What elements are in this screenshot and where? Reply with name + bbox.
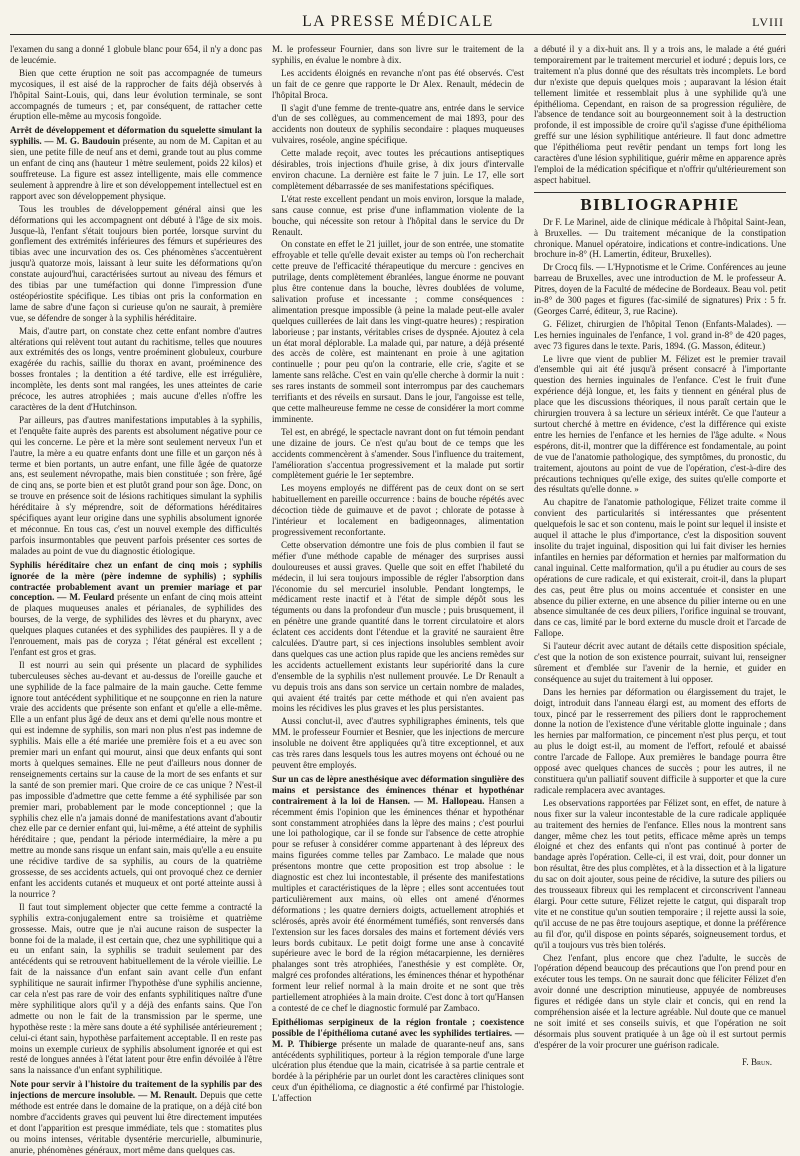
paragraph: Mais, d'autre part, on constate chez cette enfant nombre d'autres altérations qui relèvent tout autant du rachitisme, telles que nouures aux extrémités des os longs, ventre proéminent globuleux, courbure exagérée du rachis, saillie du thorax en avant, proéminence des bosses frontales ; la dentition a été tardive, elle est irrégulière, incomplète, les dents sont mal rangées, les unes atteintes de carie précoce, les autres atrophiées ; mais aucune d'elles n'offre les caractères de la dent d'Hutchinson. (10, 325, 262, 412)
section-body: présente, au nom de M. Capitan et au sien, une petite fille de neuf ans et demi, grande tout au plus comme un enfant de cinq ans (hauteur 1 mètre seulement, poids 22 kilos) et souffreteuse. La figure est assez intelligente, mais elle commence seulement à apprendre à lire et son développement intellectuel est en rapport avec son développement physique. (10, 136, 262, 201)
column-2 (272, 44, 524, 1139)
review-paragraph: Chez l'enfant, plus encore que chez l'adulte, le succès de l'opération dépend beaucoup des précautions que l'on prend pour en exécuter tous les temps. On ne saurait donc que féliciter Félizet d'en avoir donné une description minutieuse, appuyée de nombreuses figures et rédigée dans un style clair et concis, qui en rend la compréhension aisée et la lecture agréable. Nul doute que ce manuel ne soit imité et ses conseils suivis, et que l'opération ne soit désormais plus souvent pratiquée à un âge où il est surtout permis d'espérer de la voir procurer une guérison radicale. (534, 952, 786, 1050)
text-columns (10, 44, 786, 1155)
section-heading: Epithéliomas serpigineux de la région frontale ; coexistence possible de l'épithélioma cutané avec les syphilides tertiaires. — M. P. Thibierge (272, 1016, 524, 1049)
review-paragraph: Au chapitre de l'anatomie pathologique, Félizet traite comme il convient des particularités si intéressantes que présentent quelquefois le sac et son contenu, mais le point sur lequel il insiste et auquel il attache le plus d'importance, c'est la disposition souvent insolite du trajet inguinal, disposition qui lui fait diviser les hernies infantiles en hernies par déformation et hernies par malformation du canal inguinal. Cette malformation, qu'il a pu étudier au cours de ses opérations de cure radicale, et qui existerait, croit-il, dans la plupart des cas, peut être plus ou moins accentuée et consister en une absence du pilier externe, en une absence du pilier interne ou en une absence simultanée de ces deux piliers, l'orifice inguinal se trouvant, dans ce cas, limité par le bord externe du muscle droit et l'arcade de Fallope. (534, 497, 786, 639)
paragraph: Cette observation démontre une fois de plus combien il faut se méfier d'une méthode capable de ménager des surprises aussi douloureuses et aussi graves. Quelle que soit en effet l'habileté du médecin, il lui sera toujours impossible de régler l'absorption dans l'économie du sel mercuriel insoluble. Pendant longtemps, le médicament reste inactif et à l'état de simple dépôt sous les téguments ou dans la profondeur d'un muscle ; puis brusquement, il en pénètre une grande quantité dans le torrent circulatoire et alors éclatent ces accidents dont l'étendue et la gravité ne sauraient être calculées. D'autre part, si ces injections insolubles semblent avoir dans quelques cas une action plus rapide que les anciens remèdes sur les accidents actuellement existants leur supériorité dans la cure d'ensemble de la syphilis n'est nullement prouvée. Le Dr Renault a vu depuis trois ans dans son service un certain nombre de malades, qui avaient été traités par cette méthode et qui n'en avaient pas moins les récidives les plus graves et les plus persistantes. (272, 539, 524, 714)
paragraph: On constate en effet le 21 juillet, jour de son entrée, une stomatite effroyable et telle qu'elle devait exister au temps où l'on recherchait cette preuve de l'efficacité thérapeutique du mercure : gencives en putrilage, dents complètement ébranlées, langue énorme ne pouvant plus être contenue dans la bouche, lèvres doublées de volume, salivation profuse et incessante ; comme conséquences : alimentation presque impossible (à peine la malade peut-elle avaler quelques cuillerées de lait dans les vingt-quatre heures) ; respiration laborieuse ; par instants, véritables crises de dyspnée. Ajoutez à cela un état moral déplorable. La malade qui, par nature, a déjà présenté des accès de colère, est maintenant en proie à une agitation continuelle ; pour peu qu'on la contrarie, elle crie, s'agite et se lamente sans relâche. C'est en vain qu'elle cherche à dormir la nuit : ses rares instants de sommeil sont interrompus par des cauchemars terrifiants et des réveils en sursaut. Dans le jour, l'angoisse est telle, que cette malheureuse femme ne cesse de considérer la mort comme imminente. (272, 239, 524, 424)
paragraph: Les accidents éloignés en revanche n'ont pas été observés. C'est un fait de ce genre que rapporte le Dr Alex. Renault, médecin de l'hôpital Broca. (272, 67, 524, 100)
section-body: présente un enfant de cinq mois atteint de plaques muqueuses anales et périanales, de syphilides des bourses, de la verge, de syphilides des lèvres et du pharynx, avec quelques plaques cutanées et des syphilides des paupières. Il y a de l'enrouement, mais pas de coryza ; l'état général est excellent ; l'enfant est gros et gras. (10, 592, 263, 657)
paragraph: Aussi conclut-il, avec d'autres syphiligraphes éminents, tels que MM. le professeur Fournier et Besnier, que les injections de mercure insoluble ne doivent être appliquées qu'à titre exceptionnel, et aux cas très rares dans lesquels tous les autres moyens ont échoué ou ne peuvent être employés. (272, 716, 524, 770)
paragraph: Par ailleurs, pas d'autres manifestations imputables à la syphilis, et l'enquête faite auprès des parents est absolument négative pour ce qui les concerne. Le père et la mère sont seulement nerveux l'un et l'autre, la mère a eu quatre enfants dont une fille et un garçon nés à terme et bien portants, un autre enfant, une fille âgée de quatorze ans, est seulement névropathe, mais bien constituée ; son frère, âgé de cinq ans, se porte bien et est plutôt grand pour son âge. Donc, on se trouve en présence soit de lésions rachitiques simulant la syphilis héréditaire à s'y méprendre, soit de déformations héréditaires spécifiques ayant leur origine dans une syphilis absolument ignorée et méconnue. En tous cas, c'est un nouvel exemple des difficultés parfois insurmontables que peuvent parfois présenter ces sortes de malades au point de vue du diagnostic étiologique. (10, 414, 262, 556)
paragraph: l'examen du sang a donné 1 globule blanc pour 654, il n'y a donc pas de leucémie. (10, 44, 262, 65)
section-body: présente un malade de quarante-neuf ans, sans antécédents syphilitiques, porteur à la région temporale d'une large ulcération plus étendue que la main, cicatrisée à sa partie centrale et bordée à la périphérie par un ourlet dont les caractères cliniques sont ceux d'un épithélioma, ce diagnostic a été confirmé par l'histologie. L'affection (272, 1038, 524, 1104)
page-number: LVIII (752, 15, 784, 29)
running-header (10, 12, 786, 35)
paragraph: Il est nourri au sein qui présente un placard de syphilides tuberculeuses sèches au-devant et au-dessus de l'oreille gauche et une syphilide de la face palmaire de la main gauche. Cette femme ignore tout antécédent syphilitique et ne soupçonne en rien la nature vraie des accidents que présente son enfant et qu'elle a elle-même. Elle a un enfant plus âgé de deux ans et demi qu'elle nous montre et qui est indemne de syphilis, son mari non plus n'est pas indemne de syphilis. Mais elle a été mariée une première fois et a eu avec son premier mari un enfant qui mourut, ainsi que deux enfants qui sont morts à quelques semaines. Elle ne peut d'ailleurs nous donner de renseignements certains sur la cause de la mort de ses enfants et sur la santé de son premier mari. Que croire de ce cas unique ? N'est-il pas impossible d'admettre que cette femme a été syphilisée par son premier mari, probablement par le mode conceptionnel ; que la syphilis chez elle n'a jamais donné de manifestations avant d'aboutir chez elle par ce dernier enfant qui, lui-même, a été atteint de syphilis héréditaire ; que, pendant la période intermédiaire, la mère a pu mettre au monde sans risque un enfant sain, mais qu'elle a eu ensuite une récidive tardive de sa syphilis, au cours de la quatrième grossesse, de ses accidents actuels, qui ont provoqué chez ce dernier enfant les accidents cutanés et muqueux et ont porté atteinte aussi à la nourrice ? (10, 659, 262, 899)
section-heading: Syphilis héréditaire chez un enfant de cinq mois ; syphilis ignorée de la mère (père indemne de syphilis) ; syphilis contractée probablement avant un premier mariage et par conception. — M. Feulard (10, 559, 262, 603)
section-heading: Note pour servir à l'histoire du traitement de la syphilis par des injections de mercure insoluble. — M. Renault. (10, 1079, 262, 1101)
bibliography-entry: G. Félizet, chirurgien de l'hôpital Tenon (Enfants-Malades). — Les hernies inguinales de l'enfance, 1 vol. grand in-8° de 420 pages, avec 73 figures dans le texte. Paris, 1894. (G. Masson, éditeur.) (534, 318, 786, 351)
paragraph: Les moyens employés ne différent pas de ceux dont on se sert habituellement en pareille occurrence : bains de bouche répétés avec décoction tiède de guimauve et de pavot ; chlorate de potasse à l'intérieur et localement en badigeonnages, alimentation progressivement reconfortante. (272, 483, 524, 537)
section-syphilis-hereditaire (10, 560, 262, 658)
paragraph: Cette malade reçoit, avec toutes les précautions antiseptiques désirables, trois injections d'huile grise, à dix jours d'intervalle environ chacune. La dernière est faite le 7 juin. Le 17, elle sort complètement débarrassée de ses manifestations spécifiques. (272, 148, 524, 191)
section-arret-developpement (10, 125, 262, 201)
section-heading: Sur un cas de lèpre anesthésique avec déformation singulière des mains et persistance des éminences thénar et hypothénar contrairement à la loi de Hansen. — M. Hallopeau. (272, 773, 524, 806)
column-1 (10, 44, 263, 1155)
review-paragraph: Les observations rapportées par Félizet sont, en effet, de nature à nous fixer sur la valeur incontestable de la cure radicale appliquée au traitement des hernies de l'enfance. Elles nous la montrent sans danger, même chez les tout petits, efficace même après un temps éloigné et chez des enfants qui n'ont pas continué à porter de bandage après l'opération. Celle-ci, il est vrai, doit, pour donner un bon résultat, être des plus complètes, et à la dissection et à la ligature du sac on doit ajouter, sous peine de récidive, la suture des piliers ou des trousseaux fibreux qui les remplacent et circonscrivent l'anneau élargi. Pour cette suture, Félizet rejette le catgut, qui disparaît trop vite et ne constitue qu'un soutien temporaire ; il rejette aussi la soie, qu'il accuse de ne pas être toujours aseptique, et donne la préférence au fil d'or, qu'il dispose en points séparés, soigneusement tordus, et qu'il a toujours vus très bien tolérés. (534, 797, 786, 950)
section-lepre-anesthesique (272, 774, 524, 1014)
section-body: Hansen a récemment émis l'opinion que les éminences thénar et hypothénar sont constamment atrophiées dans la lèpre des mains ; c'est pourlui une loi pathologique, car il se fonde sur l'absence de cette atrophie pour se refuser à considérer comme appartenant à des lépreux des mains figurées comme telles par Zambaco. Le malade que nous présentons montre que cette proposition est trop absolue : le diagnostic est chez lui incontestable, il présente des manifestations multiples et caractéristiques de la lèpre ; elles sont accentuées tout particulièrement aux mains, où elles ont amené d'énormes déformations ; les quatre derniers doigts, actuellement atrophiés et sclérosés, après avoir été énormément tuméfiés, sont renversés dans l'extension sur les faces dorsales des mains et fortement déviés vers leurs bords cubitaux. Le petit doigt forme une anse à concavité supérieure avec le bord de la région métacarpienne, les dernières phalanges sont très atrophiées, l'anesthésie y est complète. Or, malgré ces profondes altérations, les éminences thénar et hypothénar forment leur relief normal à la main droite et ne sont que très partiellement atrophiées à la main droite. C'est donc à tort qu'Hansen a contesté de ce chef le diagnostic formulé par Zambaco. (272, 795, 525, 1013)
review-paragraph: Dans les hernies par déformation ou élargissement du trajet, le doigt, introduit dans l'anneau élargi est, au moment des efforts de toux, pincé par le resserrement des piliers dont le rapprochement donne la notion de l'existence d'une véritable glotte inguinale ; dans les hernies par malformation, ce pincement n'est plus perçu, et tout au plus le doigt est-il, au moment de l'effort, refoulé et abaissé contre l'arcade de Fallope. Aux premières le bandage pourra être opposé avec quelques chances de succès ; pour les autres, il ne constituera qu'un palliatif souvent difficile à supporter et que la cure radicale remplacera avec avantages. (534, 686, 786, 795)
paragraph: L'état reste excellent pendant un mois environ, lorsque la malade, sans cause connue, est prise d'une inflammation violente de la bouche, qui nécessite son retour à l'hôpital dans le service du Dr Renault. (272, 193, 524, 237)
paragraph: M. le professeur Fournier, dans son livre sur le traitement de la syphilis, en évalue le nombre à dix. (272, 44, 524, 65)
bibliographie-heading: BIBLIOGRAPHIE (580, 194, 740, 214)
paragraph: a débuté il y a dix-huit ans. Il y a trois ans, le malade a été guéri temporairement par le traitement mercuriel et ioduré ; depuis lors, ce traitement n'a plus donné que des résultats très incomplets. Le bord dur n'existe que depuis quelques mois ; auparavant la lésion était tellement limitée et ressemblait plus à une syphilide qu'à une épithélioma. Cependant, en raison de sa progression régulière, de l'absence de tendance soit au bourgeonnement soit à la destruction profonde, il est impossible de croire qu'il s'agisse d'une épithélioma greffé sur une lésion syphilitique antérieure. Il faut donc admettre que l'épithélioma peut revêtir pendant un temps fort long les caractères d'une lésion syphilitique, guérir même en apparence après l'emploi de la médication spécifique et n'offrir qu'ultérieurement son aspect habituel. (534, 44, 786, 185)
bibliography-entry: Dr Crocq fils. — L'Hypnotisme et le Crime. Conférences au jeune barreau de Bruxelles, avec une introduction de M. le professeur A. Pitres, doyen de la Faculté de médecine de Bordeaux. Beau vol. petit in-8° de 300 pages et figures (fac-similé de signatures) Prix : 5 fr. (Georges Carré, éditeur, 3, rue Racine). (534, 262, 786, 316)
section-heading: Arrêt de développement et déformation du squelette simulant la syphilis. — M. G. Baudouin (10, 125, 262, 147)
paragraph: Tel est, en abrégé, le spectacle navrant dont on fut témoin pendant une dizaine de jours. Ce n'est qu'au bout de ce temps que les accidents commencèrent à s'amender. Sous l'influence du traitement, l'amélioration s'accentua progressivement et la malade put sortir complètement guérie le 1er septembre. (272, 426, 524, 481)
review-paragraph: Le livre que vient de publier M. Félizet est le premier travail d'ensemble qui ait été jusqu'à présent consacré à l'importante question des hernies inguinales de l'enfance. C'est le fruit d'une expérience déjà longue, et, les faits y tiennent en général plus de place que les discussions théoriques, il nous paraît certain que le chirurgien trouvera à sa lecture un sérieux intérêt. Ce que l'auteur a surtout cherché à mettre en évidence, c'est la différence qui existe entre les hernies de l'enfance et les hernies de l'âge adulte. « Nous espérons, dit-il, montrer que la différence est fondamentale, au point de vue de l'anatomie pathologique, des symptômes, du pronostic, du traitement, ajoutons au point de vue de l'opération, c'est-à-dire des précautions techniques qu'elle exige, des suites qu'elle comporte et des résultats qu'elle donne. » (534, 353, 786, 495)
paragraph: Bien que cette éruption ne soit pas accompagnée de tumeurs mycosiques, il est aisé de la rapprocher de faits déjà observés à l'hôpital Saint-Louis, qui, dans leur évolution terminale, se sont accompagnés de tumeurs ; et, par conséquent, de rattacher cette éruption elle-même au mycosis fongoïde. (10, 67, 262, 122)
bibliography-entry: Dr F. Le Marinel, aide de clinique médicale à l'hôpital Saint-Jean, à Bruxelles. — Du traitement mécanique de la constipation chronique. Manuel opératoire, indications et contre-indications. Une brochure in-8° (H. Lamertin, éditeur, Bruxelles). (534, 216, 786, 260)
paragraph: Il s'agit d'une femme de trente-quatre ans, entrée dans le service d'un de ses collègues, au commencement de mai 1893, pour des accidents non douteux de syphilis secondaire : plaques muqueuses vulvaires, roséole, angine spécifique. (272, 102, 524, 146)
review-signature: F. Brun. (742, 1056, 772, 1067)
paragraph: Il faut tout simplement objecter que cette femme a contracté la syphilis extra-conjugalement entre sa troisième et quatrième grossesse. Mais, outre que je n'ai aucune raison de suspecter la bonne foi de la malade, il est certain que, chez une syphilitique qui a eu un enfant sain, la syphilis se traduit seulement par des antécédents qui se retrouvent habituellement de la vérole vieillie. Le fait de la naissance d'un enfant sain avant celle d'un enfant syphilitique ne saurait infirmer l'hypothèse d'une syphilis ancienne, car cela n'est pas rare de voir des enfants syphilitiques naître d'une mère syphilitique alors qu'il y a déjà des enfants sains. Que l'on admette ou non le fait de la transmission par le sperme, une hypothèse reste : la mère sans doute a été syphilisée antérieurement ; celui-ci étant sain, hypothèse parfaitement acceptable. Il en reste pas moins un exemple curieux de syphilis absolument ignorée et qui est resté de longues années à l'état latent pour être enfin dévoilée à l'être sans la naissance d'un enfant syphilitique. (10, 901, 262, 1076)
section-injections-mercure (10, 1079, 262, 1155)
section-body: Depuis que cette méthode est entrée dans le domaine de la pratique, on a déjà cité bon nombre d'accidents graves qui peuvent lui être directement imputées et dont l'apparition est presque immédiate, tels que : stomatites plus ou moins intenses, véritable dysentérie mercurielle, albuminurie, anurie, phénomènes généraux, mort même dans quelques cas. (10, 1090, 262, 1155)
journal-title: LA PRESSE MÉDICALE (302, 13, 494, 30)
section-epitheliomas (272, 1017, 524, 1104)
divider (534, 192, 786, 193)
column-3 (534, 44, 786, 1139)
paragraph: Tous les troubles de développement général ainsi que les déformations qui les accompagnent ont débuté à l'âge de six mois. Jusque-là, l'enfant s'était toujours bien portée, lorsque survint du gonflement des extrémités inférieures des fémurs et supérieures des tibias avec une incurvation des os. Ces phénomènes s'accentuèrent jusqu'à quatorze mois, laissant à leur suite les déformations qu'on constate aujourd'hui, caractérisées surtout au niveau des fémurs et des tibias par une tuméfaction qui donne l'impression d'une ostéopériostite spécifique. Les tibias ont pris la conformation en lame de sabre d'une façon si curieuse qu'on ne saurait, à première vue, se défendre de songer à la syphilis héréditaire. (10, 203, 262, 323)
review-paragraph: Si l'auteur décrit avec autant de détails cette disposition spéciale, c'est que la notion de son existence pourrait, suivant lui, renseigner sûrement et d'emblée sur l'avenir de la hernie, et guider en conséquence au sujet du traitement à lui opposer. (534, 641, 786, 684)
